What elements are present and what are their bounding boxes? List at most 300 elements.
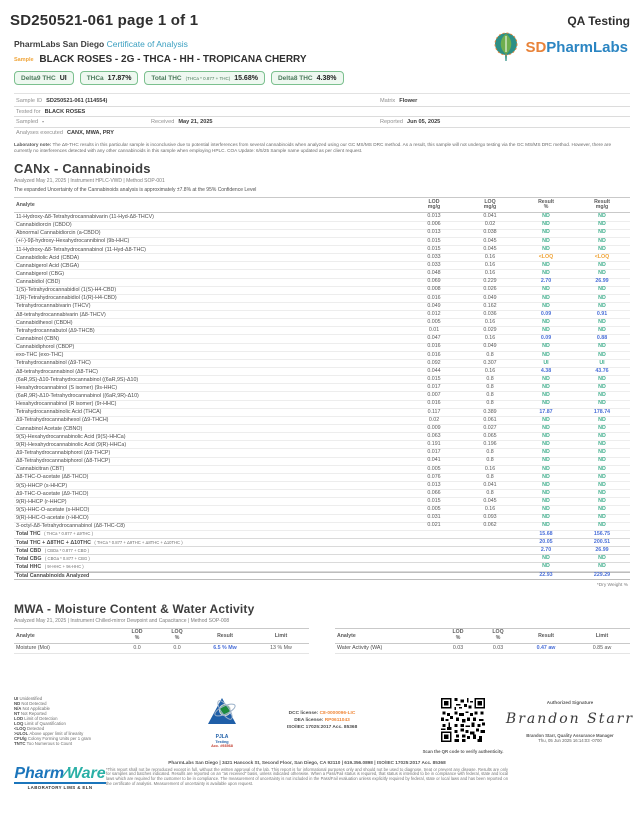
lod-value: 0.008	[427, 286, 441, 293]
table-row	[14, 401, 630, 409]
lod-value: 0.012	[427, 310, 441, 317]
loq-value: 0.045	[483, 245, 497, 252]
table-row	[14, 303, 630, 311]
result-pct-value: ND	[542, 432, 550, 439]
loq-value: 0.16	[484, 506, 496, 513]
lod-value: 0.013	[427, 481, 441, 488]
iso-accreditation: ISO/IEC 17025:2017 Acc. 85368	[286, 725, 358, 730]
result-mg-value: 0.91	[596, 310, 608, 317]
loq-value: 0.389	[483, 408, 497, 415]
total-formula: ( CBDa * 0.877 + CBD )	[44, 547, 90, 553]
result-pct-value: ND	[542, 213, 550, 220]
laboratory-note	[14, 142, 630, 153]
table-row	[14, 458, 630, 466]
badge-formula: (THCa * 0.877 + THC)	[185, 75, 231, 81]
result-pct-value: ND	[542, 465, 550, 472]
legend-abbr: CFU/g	[14, 736, 28, 741]
result-mg-value: ND	[598, 286, 606, 293]
mwa-header-right: Analyte LOD % LOQ % Result Limit	[335, 628, 630, 644]
table-row	[14, 311, 630, 319]
result-pct-value: ND	[542, 489, 550, 496]
badge-total-thc	[144, 71, 265, 85]
leaf-logo-icon	[491, 31, 521, 63]
sample-name: BLACK ROSES - 2G - THCA - HH - TROPICANA CHERRY	[39, 54, 307, 65]
result-mg-value: ND	[598, 432, 606, 439]
sample-label: Sample	[14, 57, 34, 63]
legend-definition: Limit of Quantification	[24, 721, 66, 726]
loq-value: 0.8	[486, 351, 494, 358]
laboratory-note-label: Laboratory note:	[14, 142, 52, 147]
analyte-name: Δ8-tetrahydrocannabivarin (Δ8-THCV)	[16, 311, 106, 318]
result-pct-value: ND	[542, 351, 550, 358]
analyte-name: Cannabinol (CBN)	[16, 336, 59, 343]
loq-value: 0.16	[484, 261, 496, 268]
legend-abbr: >ULOL	[14, 731, 30, 736]
result-value: 6.5 % Mw	[213, 645, 237, 652]
result-mg-value: ND	[598, 424, 606, 431]
loq-value: 0.8	[486, 384, 494, 391]
lod-value: 0.031	[427, 514, 441, 521]
lod-value: 0.013	[427, 229, 441, 236]
result-pct-value: ND	[542, 384, 550, 391]
result-mg-value: ND	[598, 481, 606, 488]
table-row	[14, 523, 630, 531]
lod-value: 0.063	[427, 432, 441, 439]
badge-delta9-thc	[14, 71, 74, 85]
table-row	[14, 449, 630, 457]
result-mg-value: ND	[598, 465, 606, 472]
dcc-license-label: DCC license:	[288, 711, 319, 716]
loq-value: 0.8	[486, 392, 494, 399]
result-pct-value: 2.70	[540, 278, 552, 285]
table-row	[14, 230, 630, 238]
analyte-name: (+/-)-9β-hydroxy-Hexahydrocannibinol (9b-HHC)	[16, 238, 130, 245]
result-pct-value: <LOQ	[538, 253, 554, 260]
header-divider	[14, 93, 630, 94]
result-mg-value: 229.29	[593, 571, 611, 578]
result-pct-value: ND	[542, 229, 550, 236]
pharmware-slash-icon: ∕	[64, 765, 67, 782]
legend-definition: Colony Forming Units per 1 gram	[27, 736, 92, 741]
table-row	[14, 238, 630, 246]
total-label: Total CBD ( CBDa * 0.877 + CBD )	[16, 547, 90, 554]
result-pct-value: ND	[542, 457, 550, 464]
loq-value: 0.093	[483, 514, 497, 521]
mwa-tables	[14, 628, 630, 654]
legend-abbr: <LOQ	[14, 726, 28, 731]
result-mg-value: ND	[598, 221, 606, 228]
result-mg-value: 200.51	[593, 538, 611, 545]
total-label: Total CBG ( CBGa * 0.877 + CBG )	[16, 555, 90, 562]
lod-value: 0.015	[427, 245, 441, 252]
loq-value: 0.03	[492, 644, 504, 651]
result-pct-value: ND	[542, 294, 550, 301]
table-row	[14, 466, 630, 474]
analyses-row	[14, 128, 630, 138]
result-mg-value: ND	[598, 400, 606, 407]
result-pct-value: ND	[542, 375, 550, 382]
result-mg-value: 26.99	[595, 546, 609, 553]
result-mg-value: ND	[598, 261, 606, 268]
table-row	[14, 246, 630, 254]
result-mg-value: ND	[598, 237, 606, 244]
pharmware-logo	[14, 765, 106, 790]
legend-abbr: N/A	[14, 706, 23, 711]
analyte-name: Water Activity (WA)	[337, 645, 383, 652]
column-lod: LOD mg/g	[427, 198, 441, 211]
result-pct-value: ND	[542, 416, 550, 423]
table-row	[14, 319, 630, 327]
loq-value: 0.038	[483, 229, 497, 236]
analyte-name: Δ8-Tetrahydrocannabiphorol (Δ8-THCP)	[16, 458, 111, 465]
legend-definition: Not Applicable	[22, 706, 50, 711]
result-mg-value: ND	[598, 351, 606, 358]
table-row	[14, 433, 630, 441]
analyses-label: Analyses executed	[16, 129, 63, 136]
loq-value: 0.8	[486, 457, 494, 464]
lod-value: 0.016	[427, 400, 441, 407]
result-pct-value: 22.93	[539, 571, 553, 578]
loq-value: 0.049	[483, 343, 497, 350]
table-row	[14, 335, 630, 343]
analyte-name: exo-THC (exo-THC)	[16, 352, 64, 359]
tested-for-row	[14, 107, 630, 118]
result-mg-value: ND	[598, 343, 606, 350]
pharmware-wordmark: Pharm∕Ware	[14, 765, 106, 782]
result-mg-value: ND	[598, 441, 606, 448]
table-row	[14, 279, 630, 287]
table-row	[14, 425, 630, 433]
result-pct-value: ND	[542, 400, 550, 407]
legend-abbr: ND	[14, 701, 22, 706]
result-pct-value: ND	[542, 286, 550, 293]
dates-row	[14, 117, 630, 128]
result-pct-value: ND	[542, 441, 550, 448]
analyte-name: Tetrahydrocannabinol (Δ9-THC)	[16, 360, 91, 367]
analyte-name: (6aR,9R)-Δ10-Tetrahydrocannabinol ((6aR,9R)-Δ10)	[16, 393, 139, 400]
result-pct-value: ND	[542, 270, 550, 277]
document-id: SD250521-061 page 1 of 1	[10, 12, 199, 29]
table-row	[14, 392, 630, 400]
analyte-name: Δ8-THC-O-acetate (Δ8-THCO)	[16, 474, 89, 481]
result-pct-value: ND	[542, 424, 550, 431]
result-mg-value: ND	[598, 213, 606, 220]
legend-item	[14, 741, 91, 746]
lod-value: 0.0	[133, 644, 141, 651]
loq-value: 0.061	[483, 416, 497, 423]
received-value: May 21, 2025	[178, 119, 213, 125]
result-pct-value: ND	[542, 302, 550, 309]
lab-address: PharmLabs San Diego | 3421 Hancock St, Second Floor, San Diego, CA 92110 | 619.356.0898 | ISO/IEC 17025:2017 Acc. 85368	[168, 760, 446, 765]
lod-value: 0.021	[427, 522, 441, 529]
canx-table-body	[14, 213, 630, 530]
legend-definition: Limit of Detection	[24, 716, 58, 721]
mwa-section-title: MWA - Moisture Content & Water Activity	[14, 601, 255, 616]
brand-pharmlabs: PharmLabs	[546, 38, 628, 56]
lod-value: 0.013	[427, 213, 441, 220]
sample-id-value: SD250521-061 (114554)	[46, 98, 108, 104]
column-analyte: Analyte	[16, 202, 35, 209]
water-activity-row	[335, 644, 630, 654]
canx-table-header	[14, 197, 630, 213]
lod-value: 0.048	[427, 270, 441, 277]
total-label: Total THC ( THCa * 0.877 + Δ9THC )	[16, 531, 94, 538]
lod-value: 0.005	[427, 318, 441, 325]
result-mg-value: ND	[598, 555, 606, 562]
table-row	[14, 344, 630, 352]
canx-section-title: CANx - Cannabinoids	[14, 161, 151, 177]
loq-value: 0.045	[483, 237, 497, 244]
moisture-row	[14, 644, 309, 654]
loq-value: 0.16	[484, 335, 496, 342]
analyte-name: 9(S)-HHCP (s-HHCP)	[16, 482, 68, 489]
lod-value: 0.016	[427, 343, 441, 350]
analyte-name: Hexahydrocannabinol (S isomer) (9s-HHC)	[16, 384, 117, 391]
table-row	[14, 515, 630, 523]
result-mg-value: ND	[598, 449, 606, 456]
qa-testing-label: QA Testing	[567, 14, 630, 28]
analyte-name: 9(R)-HHC-O-acetate (r-HHCO)	[16, 515, 89, 522]
analyte-name: Abnormal Cannabidiorcin (a-CBDO)	[16, 230, 101, 237]
loq-value: 0.8	[486, 375, 494, 382]
analyte-name: 11-Hydroxy-Δ8-Tetrahydrocannabinol (11-Hyd-Δ8-THC)	[16, 246, 146, 253]
result-mg-value: ND	[598, 489, 606, 496]
sampled-value: -	[42, 119, 44, 125]
analyte-name: 1(R)-Tetrahydrocannabidiol (1(R)-H4-CBD)	[16, 295, 117, 302]
legend-abbr: NT	[14, 711, 21, 716]
result-pct-value: ND	[542, 514, 550, 521]
legend-definition: Unidentified	[19, 696, 43, 701]
pjla-accreditation-logo: PJLA Testing Acc. #93568	[196, 694, 248, 748]
total-row	[14, 555, 630, 563]
loq-value: 0.8	[486, 489, 494, 496]
table-row	[14, 482, 630, 490]
sample-id-label: Sample ID	[16, 98, 43, 104]
badge-delta8-thc	[271, 71, 344, 85]
reported-label: Reported	[380, 119, 404, 125]
analyte-name: 9(S)-HHC-O-acetate (s-HHCO)	[16, 507, 90, 513]
lod-value: 0.015	[427, 237, 441, 244]
lod-value: 0.069	[427, 278, 441, 285]
table-row	[14, 270, 630, 278]
loq-value: 0.8	[486, 400, 494, 407]
result-pct-value: 2.70	[540, 546, 552, 553]
total-row	[14, 572, 630, 580]
result-mg-value: ND	[598, 384, 606, 391]
loq-value: 0.041	[483, 481, 497, 488]
analyte-name: Tetrahydrocannabivarin (THCV)	[16, 303, 91, 310]
result-pct-value: ND	[542, 506, 550, 513]
column-result-mg: Result mg/g	[594, 198, 610, 211]
loq-value: 0.8	[486, 449, 494, 456]
analyses-value: CANX, MWA, PRY	[66, 129, 114, 136]
matrix-value: Flower	[399, 98, 418, 104]
table-row	[14, 360, 630, 368]
badge-label: Delta9 THC	[21, 74, 56, 82]
result-mg-value: ND	[598, 318, 606, 325]
total-row	[14, 531, 630, 539]
laboratory-note-text: The Δ9-THC results in this particular sample is inconclusive due to potential interferences from several cannabinoids when analyzed using our GC MS/MS DRC method. As a result, this sample will not undergo testing via the GC MS/MS DRC method. However, there are currently no interferences detected with any other cannabinoids in this sample when employing HPLC. COA Update: 6/5/25 Sample name updated as per client request.	[14, 142, 612, 153]
top-bar	[0, 0, 644, 29]
lod-value: 0.005	[427, 465, 441, 472]
mwa-moisture-table	[14, 628, 309, 654]
signature-script: Brandon Starr	[505, 711, 635, 727]
result-pct-value: 0.09	[540, 310, 552, 317]
column-loq: LOQ mg/g	[483, 198, 497, 211]
loq-value: 0.036	[483, 310, 497, 317]
loq-value: 0.16	[484, 465, 496, 472]
result-mg-value: ND	[598, 473, 606, 480]
result-pct-value: 15.68	[539, 530, 553, 537]
lod-value: 0.007	[427, 392, 441, 399]
analyte-name: Hexahydrocannabinol (R isomer) (9r-HHC)	[16, 401, 117, 408]
analyte-name: Cannabidiorcin (CBDO)	[16, 222, 72, 229]
badge-value: UI	[59, 74, 67, 82]
result-mg-value: ND	[598, 302, 606, 309]
lod-value: 0.016	[427, 351, 441, 358]
result-pct-value: ND	[542, 245, 550, 252]
analyte-name: Δ9-Tetrahydrocannabihexol (Δ9-THCH)	[16, 417, 109, 424]
dcc-license-value: C8-0000096-LIC	[319, 711, 356, 716]
mwa-header-left: Analyte LOD % LOQ % Result Limit	[14, 628, 309, 644]
legend-definition: Not Reported	[20, 711, 47, 716]
result-mg-value: ND	[598, 563, 606, 570]
analyte-name: 1(S)-Tetrahydrocannabidiol (1(S)-H4-CBD)	[16, 287, 117, 294]
result-pct-value: ND	[542, 221, 550, 228]
pjla-accreditation-number: Acc. #93568	[211, 744, 233, 748]
loq-value: 0.16	[484, 318, 496, 325]
loq-value: 0.027	[483, 424, 497, 431]
legend-abbr: TNTC	[14, 741, 27, 746]
header	[0, 29, 644, 85]
analyte-name: Cannabidihexol (CBDH)	[16, 319, 73, 326]
lod-value: 0.005	[427, 506, 441, 513]
table-row	[14, 213, 630, 221]
analyte-name: Cannabidiolic Acid (CBDA)	[16, 254, 80, 261]
result-pct-value: ND	[542, 327, 550, 334]
loq-value: 0.196	[483, 441, 497, 448]
result-pct-value: ND	[542, 498, 550, 505]
dry-weight-note: *Dry Weight %	[596, 582, 628, 588]
brand-sd: SD	[525, 38, 547, 56]
total-formula: ( 9r-HHC + 9s-HHC )	[44, 563, 84, 569]
total-formula: ( CBGa * 0.877 + CBG )	[44, 555, 90, 561]
result-mg-value: ND	[598, 506, 606, 513]
canx-table	[14, 197, 630, 580]
lod-value: 0.03	[452, 644, 464, 651]
result-mg-value: ND	[598, 514, 606, 521]
badge-thca	[80, 71, 139, 85]
result-mg-value: ND	[598, 229, 606, 236]
table-row	[14, 327, 630, 335]
analyte-name: 9(R)-HHCP (r-HHCP)	[16, 498, 67, 505]
result-pct-value: ND	[542, 343, 550, 350]
lod-value: 0.01	[428, 327, 440, 334]
authorized-signature-label: Authorized Signature	[546, 700, 594, 705]
total-formula: ( THCa * 0.877 + Δ9THC )	[44, 531, 94, 537]
lod-value: 0.033	[427, 253, 441, 260]
analyte-name: (6aR,9S)-Δ10-Tetrahydrocannabinol ((6aR,9S)-Δ10)	[16, 376, 139, 383]
qr-code	[441, 698, 485, 742]
analyte-name: 3-octyl-Δ8-Tetrahydrocannabinol (Δ8-THC-C8)	[16, 523, 125, 530]
lod-value: 0.092	[427, 359, 441, 366]
table-row	[14, 409, 630, 417]
table-row	[14, 441, 630, 449]
received-label: Received	[151, 119, 175, 125]
loq-value: 0.062	[483, 522, 497, 529]
signature-timestamp: Thu, 05 Jun 2025 16:14:03 -0700	[538, 738, 602, 743]
legend-definition: Not Detected	[21, 701, 47, 706]
analyte-name: Δ9-THC-O-acetate (Δ9-THCO)	[16, 490, 89, 497]
result-pct-value: ND	[542, 473, 550, 480]
result-pct-value: ND	[542, 563, 550, 570]
brand-wordmark	[525, 39, 628, 56]
table-row	[14, 368, 630, 376]
analyte-name: 9(R)-Hexahydrocannabinolic Acid (9(R)-HHCa)	[16, 441, 127, 448]
total-row	[14, 539, 630, 547]
loq-value: 0.029	[483, 327, 497, 334]
sampled-label: Sampled	[16, 119, 39, 125]
analyte-name: Cannabinol Acetate (CBNO)	[16, 425, 83, 432]
table-row	[14, 352, 630, 360]
lod-value: 0.076	[427, 473, 441, 480]
result-mg-value: ND	[598, 375, 606, 382]
lod-value: 0.066	[427, 489, 441, 496]
lod-value: 0.117	[427, 408, 441, 415]
result-pct-value: UI	[543, 359, 549, 366]
sdpharmlabs-logo	[491, 31, 628, 63]
loq-value: 0.026	[483, 286, 497, 293]
sample-info-table	[14, 96, 630, 137]
legend-abbr: LOQ	[14, 721, 25, 726]
analyte-name: Δ9-Tetrahydrocannabiphorol (Δ9-THCP)	[16, 450, 111, 457]
certificate-of-analysis-label: Certificate of Analysis	[106, 39, 188, 49]
result-mg-value: ND	[598, 457, 606, 464]
loq-value: 0.229	[483, 278, 497, 285]
canx-table-totals	[14, 531, 630, 580]
signer-name-title: Brandon Starr, Quality Assurance Manager	[526, 733, 614, 738]
lab-name: PharmLabs San Diego	[14, 39, 105, 49]
tested-for-value: BLACK ROSES	[44, 108, 86, 115]
total-formula: ( THCa * 0.877 + Δ9THC + Δ8THC + Δ10THC )	[94, 539, 183, 545]
canx-meta: Analyzed May 21, 2025 | Instrument HPLC-VWD | Method SOP-001	[14, 178, 165, 185]
lod-value: 0.017	[427, 384, 441, 391]
lod-value: 0.006	[427, 221, 441, 228]
result-pct-value: ND	[542, 318, 550, 325]
lod-value: 0.02	[428, 416, 440, 423]
result-pct-value: ND	[542, 392, 550, 399]
loq-value: 0.16	[484, 253, 496, 260]
total-row	[14, 547, 630, 555]
footer-text-block	[106, 760, 508, 787]
badge-value: 4.38%	[316, 74, 337, 82]
legend-abbr: UI	[14, 696, 20, 701]
badge-label: THCa	[86, 74, 104, 82]
loq-value: 0.065	[483, 432, 497, 439]
loq-value: 0.16	[484, 367, 496, 374]
result-mg-value: ND	[598, 392, 606, 399]
lod-value: 0.015	[427, 375, 441, 382]
lod-value: 0.047	[427, 335, 441, 342]
report-disclaimer: *This report shall not be reproduced except in full, without the written approval of the lab. This report is for informational purposes only and should not be used to diagnose, treat or prevent any disease. Results are only for samples and batches indicated. Results are reported on an "as received" basis, unless indicated otherwise. When a Pass/Fail status is required, that status is intended to be in compliance with federal, state and local laws which are required for the customer to be in compliance. The measurement of uncertainty is not included in the Pass/Fail evaluation unless explicitly required by federal, state or local laws and has been reported on the certificate of analysis. Measurement of uncertainty is available upon request.	[106, 766, 508, 787]
column-result-pct: Result %	[538, 198, 554, 211]
table-row	[14, 287, 630, 295]
table-row	[14, 506, 630, 514]
analyte-name: 11-Hydroxy-Δ8-Tetrahydrocannabivarin (11-Hyd-Δ8-THCV)	[16, 213, 154, 220]
loq-value: 0.049	[483, 294, 497, 301]
analyte-name: Δ8-tetrahydrocannabinol (Δ8-THC)	[16, 368, 98, 375]
legend-definition: Too Numerous to Count	[26, 741, 73, 746]
